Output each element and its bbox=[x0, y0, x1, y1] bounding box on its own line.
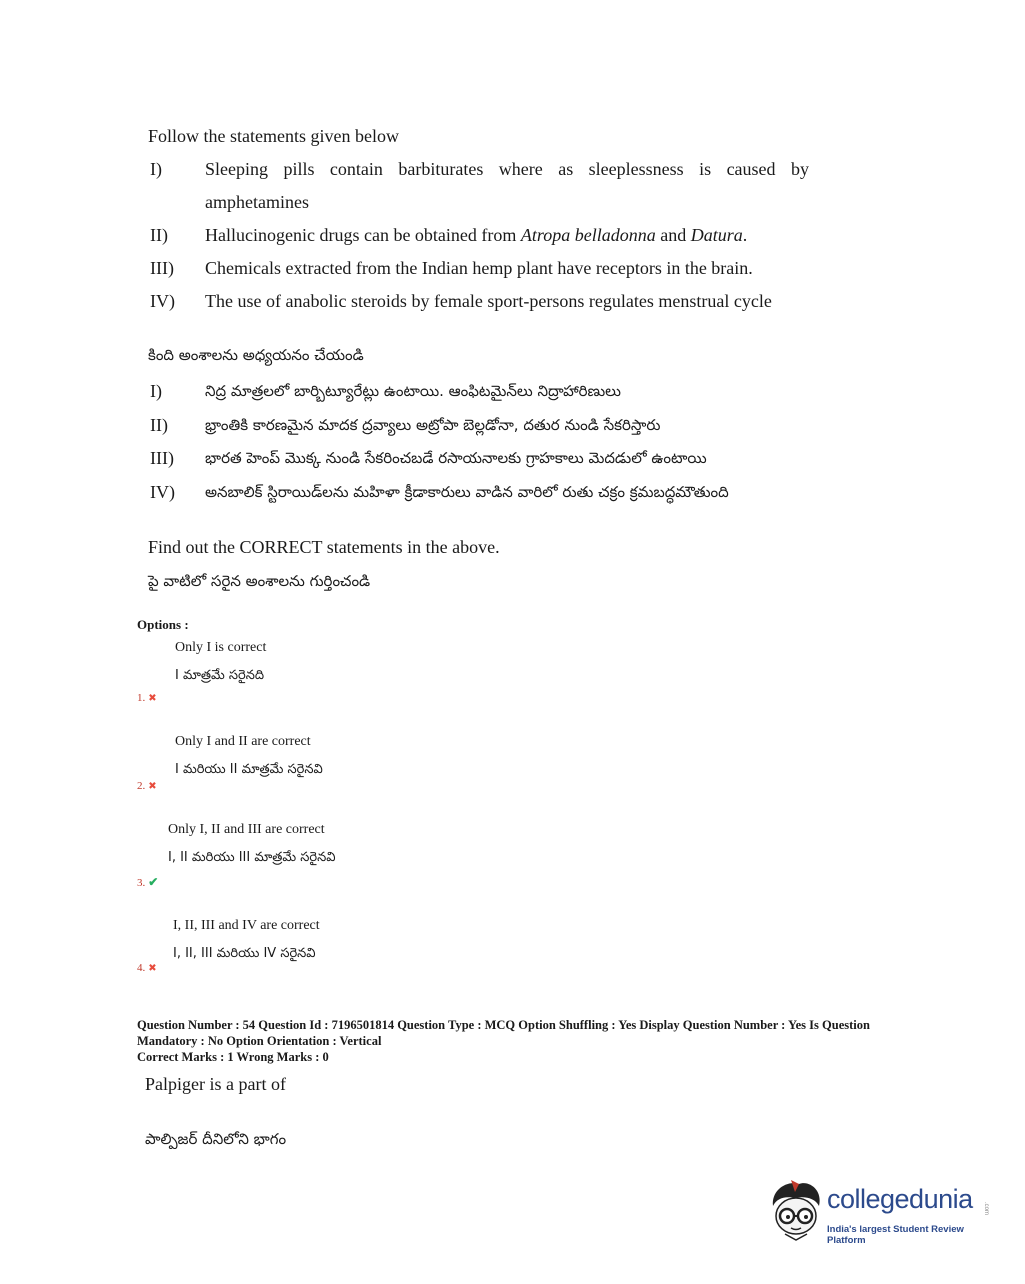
telugu-intro: కింది అంశాలను అధ్యయనం చేయండి bbox=[148, 346, 364, 364]
statement-te-3-number: III) bbox=[150, 448, 174, 468]
question-marks: Correct Marks : 1 Wrong Marks : 0 bbox=[137, 1050, 329, 1064]
statement-en-1-number: I) bbox=[150, 159, 162, 179]
option-1-marker[interactable]: 1. ✖ bbox=[137, 692, 157, 704]
statement-te-3-text: భారత హెంప్ మొక్క నుండి సేకరించబడే రసాయనాలకు గ్రాహకాలు మెదడులో ఉంటాయి bbox=[205, 449, 707, 467]
option-4-telugu: I, II, III మరియు IV సరైనవి bbox=[173, 946, 316, 961]
statement-en-3-text: Chemicals extracted from the Indian hemp plant have receptors in the brain. bbox=[205, 258, 753, 278]
cross-icon: ✖ bbox=[148, 963, 157, 974]
cross-icon: ✖ bbox=[148, 693, 157, 704]
statement-te-4-number: IV) bbox=[150, 482, 175, 502]
question-metadata: Question Number : 54 Question Id : 7196501814 Question Type : MCQ Option Shuffling : Yes Display Question Number : Yes Is Question Mandatory : No Option Orientation : Vertical bbox=[137, 1018, 870, 1048]
option-1-telugu: I మాత్రమే సరైనది bbox=[175, 668, 265, 683]
statement-te-2-number: II) bbox=[150, 415, 168, 435]
statement-en-1-line1: Sleeping pills contain barbiturates where as sleeplessness is caused by bbox=[205, 159, 809, 179]
option-4-english: I, II, III and IV are correct bbox=[173, 918, 320, 933]
option-4-marker[interactable]: 4. ✖ bbox=[137, 962, 157, 974]
statement-te-4-text: అనబాలిక్ స్టిరాయిడ్‌లను మహిళా క్రీడాకారులు వాడిన వారిలో రుతు చక్రం క్రమబద్ధమౌతుంది bbox=[205, 483, 729, 501]
statement-en-4-number: IV) bbox=[150, 291, 175, 311]
logo-tagline: India's largest Student Review Platform bbox=[827, 1224, 964, 1246]
option-3-marker[interactable]: 3. ✔ bbox=[137, 875, 159, 889]
check-icon: ✔ bbox=[148, 875, 159, 889]
mascot-icon bbox=[765, 1178, 825, 1248]
statement-en-1-line2: amphetamines bbox=[205, 192, 309, 212]
statements-intro: Follow the statements given below bbox=[148, 126, 399, 146]
option-2-english: Only I and II are correct bbox=[175, 734, 311, 749]
statement-en-3-number: III) bbox=[150, 258, 174, 278]
option-1-english: Only I is correct bbox=[175, 640, 267, 655]
statement-te-1-text: నిద్ర మాత్రలలో బార్బిట్యూరేట్లు ఉంటాయి. ఆంఫిటమైన్‌లు నిద్రాహారిణులు bbox=[205, 382, 621, 400]
statement-en-2-number: II) bbox=[150, 225, 168, 245]
collegedunia-logo[interactable] bbox=[765, 1178, 995, 1248]
logo-name: collegedunia bbox=[827, 1184, 973, 1214]
option-2-telugu: I మరియు II మాత్రమే సరైనవి bbox=[175, 762, 323, 777]
cross-icon: ✖ bbox=[148, 781, 157, 792]
question-prompt-te: పై వాటిలో సరైన అంశాలను గుర్తించండి bbox=[148, 572, 371, 590]
option-3-telugu: I, II మరియు III మాత్రమే సరైనవి bbox=[168, 850, 336, 865]
statement-en-2-text: Hallucinogenic drugs can be obtained from Atropa belladonna and Datura. bbox=[205, 225, 748, 245]
statement-en-4-text: The use of anabolic steroids by female sport-persons regulates menstrual cycle bbox=[205, 291, 772, 311]
logo-domain: .com bbox=[983, 1202, 989, 1216]
question-prompt-en: Find out the CORRECT statements in the above. bbox=[148, 537, 500, 557]
option-3-english: Only I, II and III are correct bbox=[168, 822, 325, 837]
options-label: Options : bbox=[137, 617, 189, 632]
statement-te-1-number: I) bbox=[150, 381, 162, 401]
statement-te-2-text: భ్రాంతికి కారణమైన మాదక ద్రవ్యాలు అట్రోపా బెల్లడోనా, దతుర నుండి సేకరిస్తారు bbox=[205, 416, 661, 434]
next-question-te: పాల్పిజర్ దీనిలోని భాగం bbox=[145, 1130, 287, 1148]
option-2-marker[interactable]: 2. ✖ bbox=[137, 780, 157, 792]
next-question-en: Palpiger is a part of bbox=[145, 1074, 286, 1094]
